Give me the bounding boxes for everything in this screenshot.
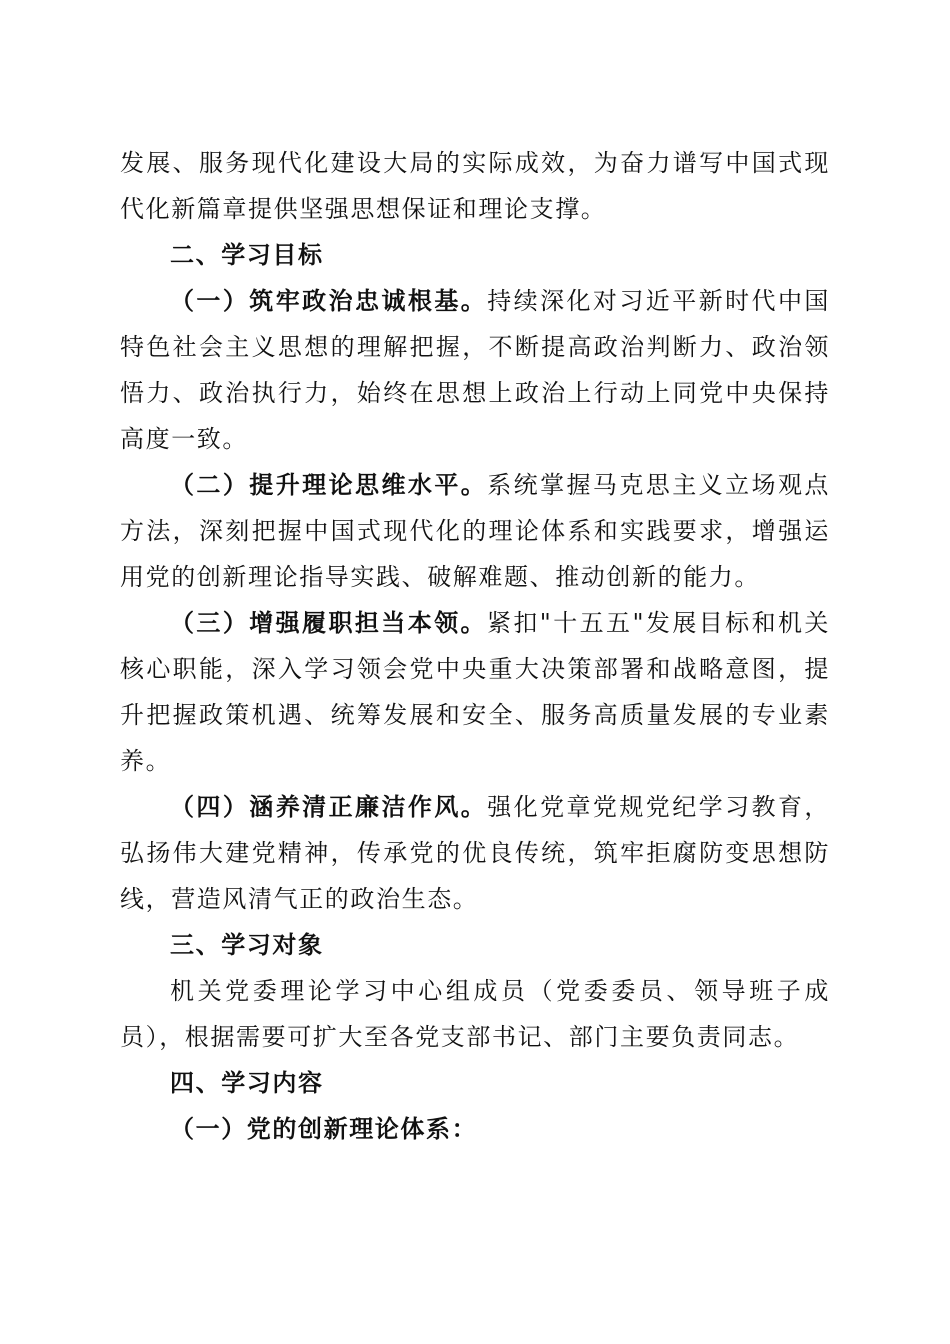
goal-item-3 <box>120 600 830 784</box>
goal-item-4-lead: （四）涵养清正廉洁作风。 <box>170 793 488 821</box>
section-heading-content: 四、学习内容 <box>170 1069 324 1097</box>
opening-paragraph: 发展、服务现代化建设大局的实际成效，为奋力谱写中国式现代化新篇章提供坚强思想保证和理论支撑。 <box>120 149 830 223</box>
goal-item-1-lead: （一）筑牢政治忠诚根基。 <box>170 287 488 315</box>
goal-item-2 <box>120 462 830 600</box>
goal-item-4-body: 强化党章党规党纪学习教育，弘扬伟大建党精神，传承党的优良传统，筑牢拒腐防变思想防线，营造风清气正的政治生态。 <box>120 793 830 913</box>
goal-item-3-body: 紧扣"十五五"发展目标和机关核心职能，深入学习领会党中央重大决策部署和战略意图，提升把握政策机遇、统筹发展和安全、服务高质量发展的专业素养。 <box>120 609 830 775</box>
goal-item-1 <box>120 278 830 462</box>
goal-item-4 <box>120 784 830 922</box>
section-heading-goals: 二、学习目标 <box>170 241 324 269</box>
goal-item-1-body: 持续深化对习近平新时代中国特色社会主义思想的理解把握，不断提高政治判断力、政治领悟力、政治执行力，始终在思想上政治上行动上同党中央保持高度一致。 <box>120 287 830 453</box>
goal-item-2-lead: （二）提升理论思维水平。 <box>170 471 488 499</box>
content-subheading: （一）党的创新理论体系： <box>170 1115 478 1143</box>
goal-item-2-body: 系统掌握马克思主义立场观点方法，深刻把握中国式现代化的理论体系和实践要求，增强运用党的创新理论指导实践、破解难题、推动创新的能力。 <box>120 471 830 591</box>
document-body <box>120 140 830 1152</box>
goal-item-3-lead: （三）增强履职担当本领。 <box>170 609 487 637</box>
section-heading-audience: 三、学习对象 <box>170 931 324 959</box>
audience-paragraph: 机关党委理论学习中心组成员（党委委员、领导班子成员），根据需要可扩大至各党支部书记、部门主要负责同志。 <box>120 977 830 1051</box>
